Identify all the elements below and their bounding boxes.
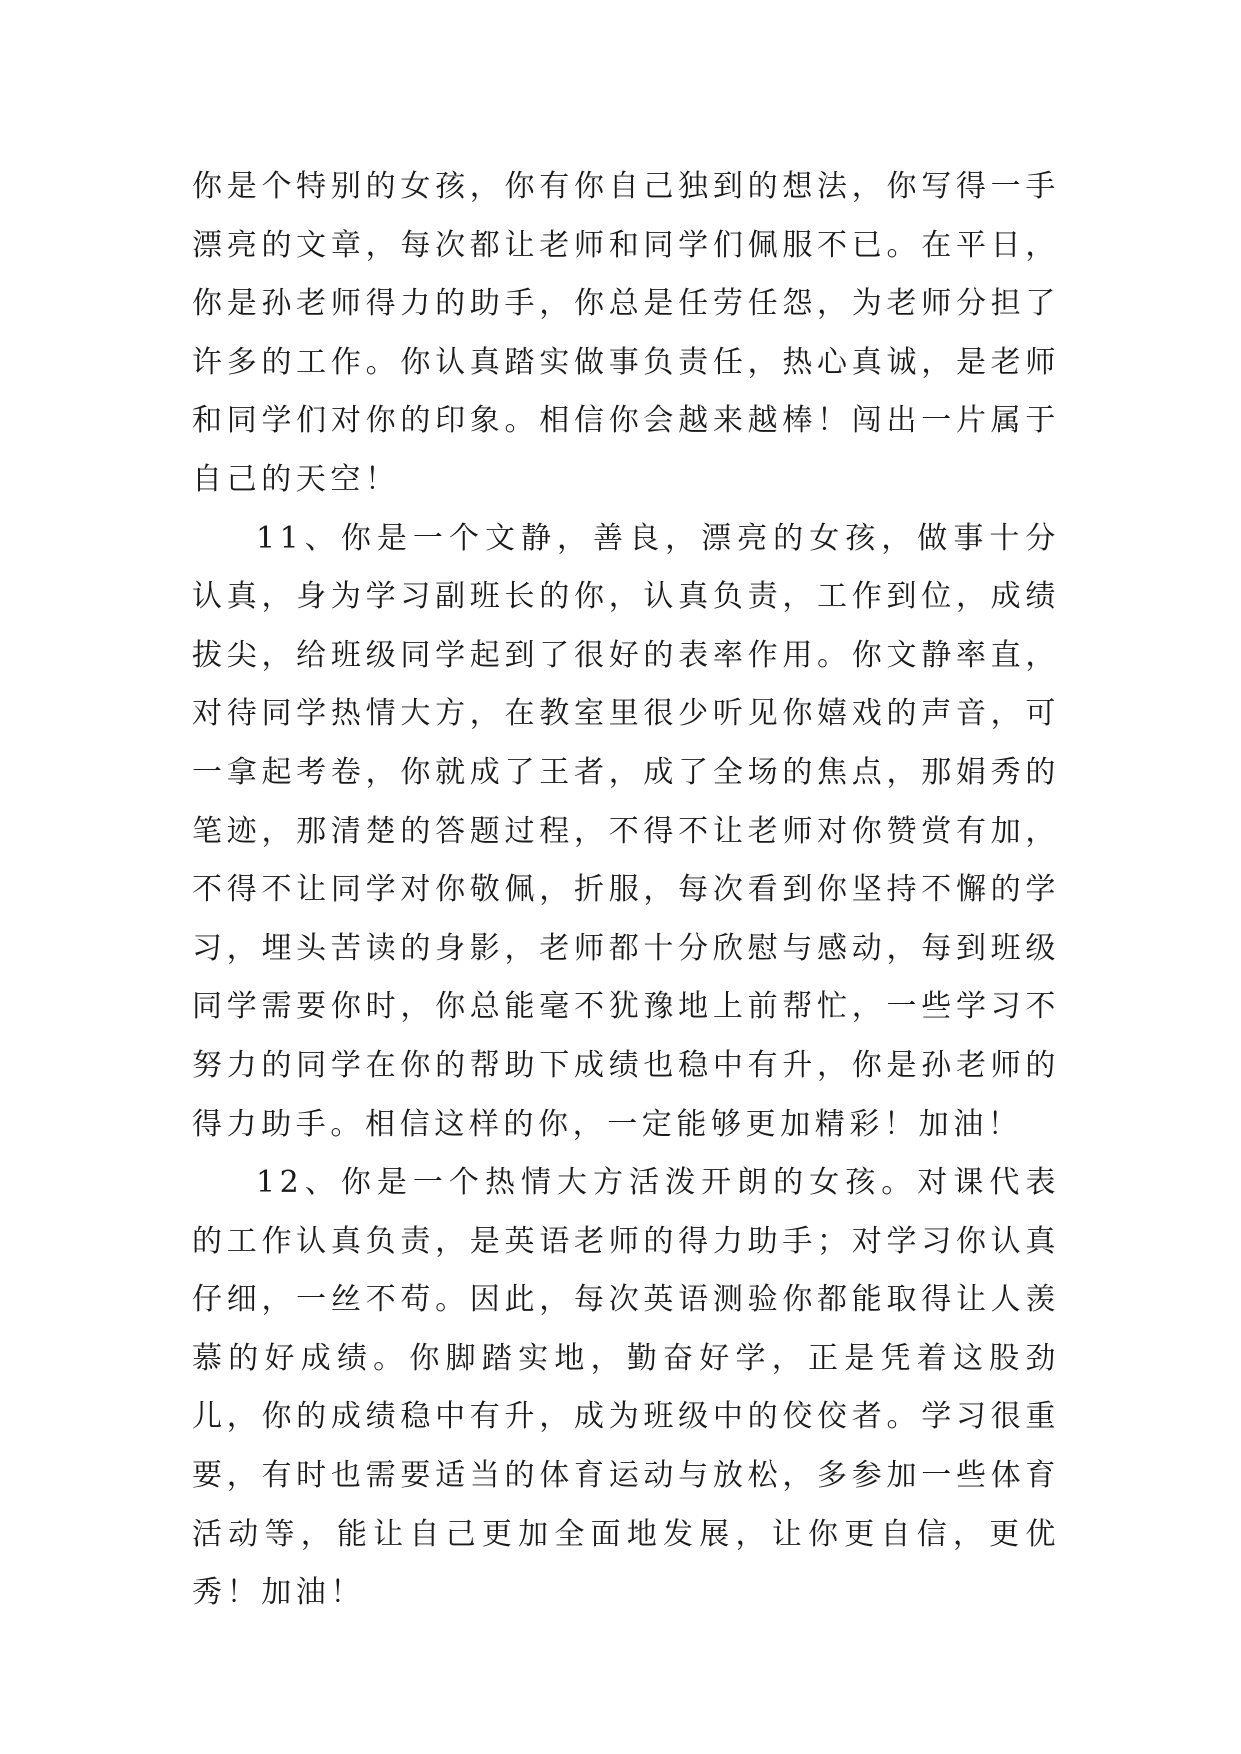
- document-body: [192, 158, 1060, 1623]
- paragraph-11: 11、你是一个文静，善良，漂亮的女孩，做事十分认真，身为学习副班长的你，认真负责，工作到位，成绩拔尖，给班级同学起到了很好的表率作用。你文静率直，对待同学热情大方，在教室里很少听见你嬉戏的声音，可一拿起考卷，你就成了王者，成了全场的焦点，那娟秀的笔迹，那清楚的答题过程，不得不让老师对你赞赏有加，不得不让同学对你敬佩，折服，每次看到你坚持不懈的学习，埋头苦读的身影，老师都十分欣慰与感动，每到班级同学需要你时，你总能毫不犹豫地上前帮忙，一些学习不努力的同学在你的帮助下成绩也稳中有升，你是孙老师的得力助手。相信这样的你，一定能够更加精彩！加油！: [192, 520, 1060, 1142]
- paragraph-12: 12、你是一个热情大方活泼开朗的女孩。对课代表的工作认真负责，是英语老师的得力助手；对学习你认真仔细，一丝不苟。因此，每次英语测验你都能取得让人羡慕的好成绩。你脚踏实地，勤奋好学，正是凭着这股劲儿，你的成绩稳中有升，成为班级中的佼佼者。学习很重要，有时也需要适当的体育运动与放松，多参加一些体育活动等，能让自己更加全面地发展，让你更自信，更优秀！加油！: [192, 1165, 1060, 1611]
- paragraph-continuation: 你是个特别的女孩，你有你自己独到的想法，你写得一手漂亮的文章，每次都让老师和同学们佩服不已。在平日，你是孙老师得力的助手，你总是任劳任怨，为老师分担了许多的工作。你认真踏实做事负责任，热心真诚，是老师和同学们对你的印象。相信你会越来越棒！闯出一片属于自己的天空！: [192, 169, 1060, 497]
